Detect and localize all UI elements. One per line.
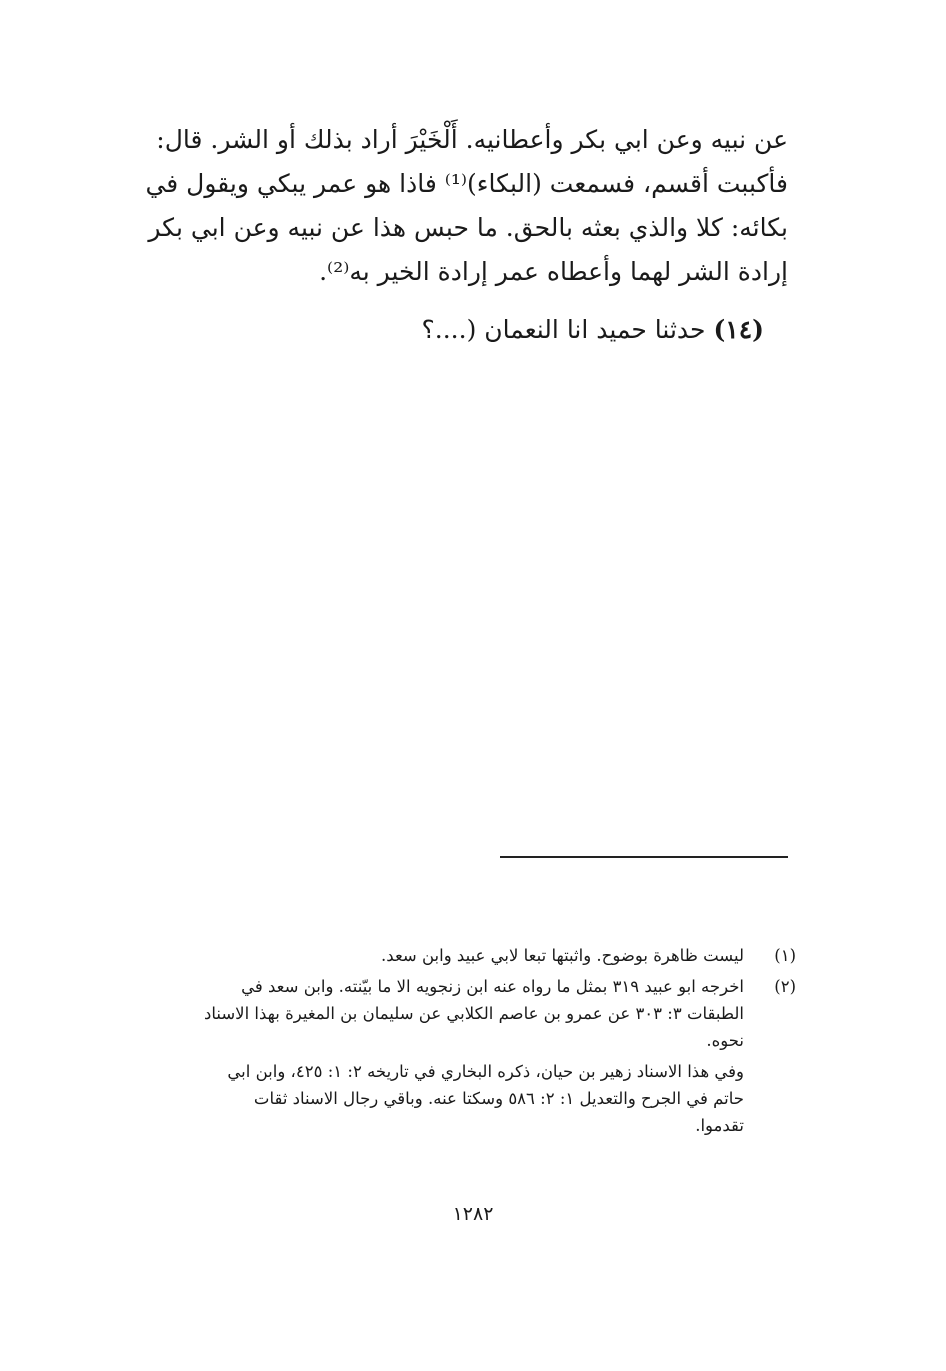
footnote-divider bbox=[500, 856, 788, 858]
footnotes-section bbox=[128, 942, 796, 1143]
footnote-line: تقدموا. bbox=[695, 1116, 744, 1135]
hadith-heading-text: حدثنا حميد انا النعمان (....؟ bbox=[421, 315, 706, 344]
footnote-continuation bbox=[128, 1058, 744, 1139]
footnote-line: حاتم في الجرح والتعديل ١: ٢: ٥٨٦ وسكتا عنه. وباقي رجال الاسناد ثقات bbox=[253, 1089, 744, 1108]
footnote-marker: (١) bbox=[774, 946, 796, 965]
main-text-line-2: فأكببت أقسم، فسمعت (البكاء)⁽¹⁾ فاذا هو عمر يبكي ويقول في bbox=[145, 169, 788, 198]
page-number: ١٢٨٢ bbox=[452, 1203, 494, 1225]
footnote-1 bbox=[128, 942, 796, 969]
footnote-line: الطبقات ٣: ٣٠٣ عن عمرو بن عاصم الكلابي عن سليمان بن المغيرة بهذا الاسناد bbox=[203, 1004, 744, 1023]
footnote-line: وفي هذا الاسناد زهير بن حيان، ذكره البخاري في تاريخه ٢: ١: ٤٢٥، وابن ابي bbox=[227, 1062, 744, 1081]
footnote-line: نحوه. bbox=[706, 1031, 744, 1050]
footnote-marker: (٢) bbox=[774, 977, 796, 996]
main-text-block bbox=[112, 118, 788, 294]
footnote-line: ليست ظاهرة بوضوح. واثبتها تبعا لابي عبيد وابن سعد. bbox=[381, 946, 744, 965]
main-text-line-1: عن نبيه وعن ابي بكر وأعطانيه. أَلْخَيْرَ أراد بذلك أو الشر. قال: bbox=[156, 125, 788, 154]
main-text-line-4: إرادة الشر لهما وأعطاه عمر إرادة الخير به⁽²⁾. bbox=[319, 257, 788, 286]
footnote-2 bbox=[128, 973, 796, 1139]
hadith-heading bbox=[422, 308, 764, 352]
main-text-line-3: بكائه: كلا والذي بعثه بالحق. ما حبس هذا عن نبيه وعن ابي بكر bbox=[148, 213, 788, 242]
hadith-number: (١٤) bbox=[713, 315, 764, 344]
footnote-line: اخرجه ابو عبيد ٣١٩ بمثل ما رواه عنه ابن زنجويه الا ما بيّنته. وابن سعد في bbox=[241, 977, 744, 996]
